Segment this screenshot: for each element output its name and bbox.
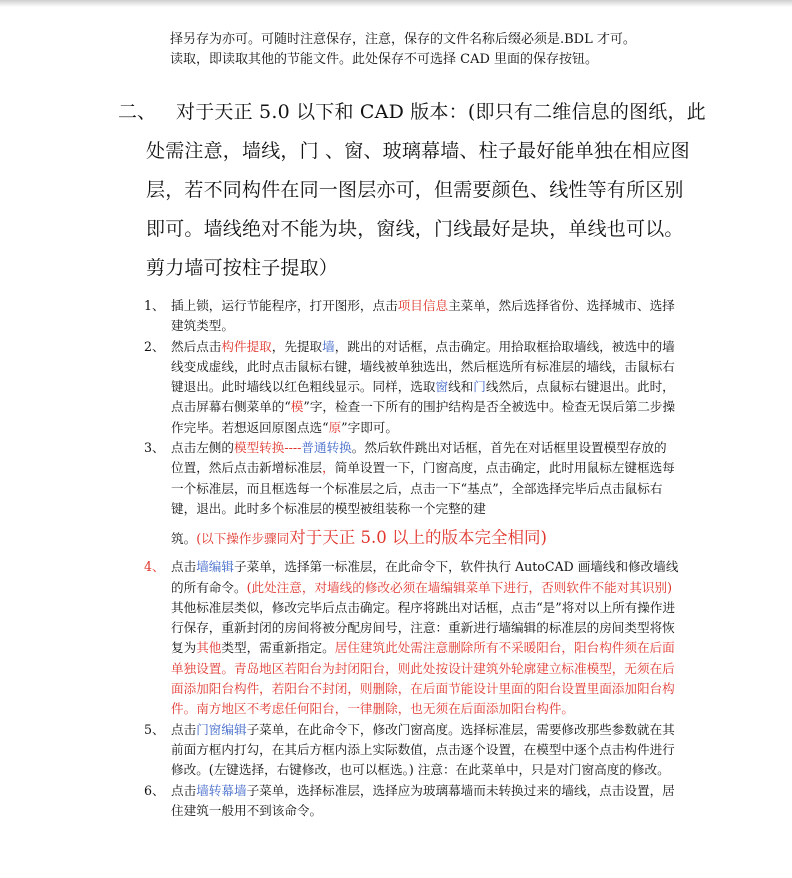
step-number: 4、	[144, 559, 165, 575]
step-number: 1、	[144, 298, 165, 313]
intro-paragraph	[170, 30, 680, 70]
menu-component-extract: 构件提取	[221, 338, 272, 354]
wall-edit-warning: (此处注意，对墙线的修改必须在墙编辑菜单下进行，否则软件不能对其识别)	[246, 579, 672, 595]
section-2-number: 二、	[118, 101, 157, 123]
step-3-continuation: 筑。(以下操作步骤同对于天正 5.0 以上的版本完全相同)	[171, 528, 547, 548]
intro-line-2: 读取，即读取其他的节能文件。此处保存不可选择 CAD 里面的保存按钮。	[170, 52, 599, 67]
keyword-other: 其他	[196, 640, 222, 656]
step-2: 2、 然后点击构件提取，先提取墙，跳出的对话框，点击确定。用拾取框拾取墙线，被选中的墙线变成虚线，此时点击鼠标右键，墙线被单独选出，然后框选所有标准层的墙线，击鼠标右键退出。此时墙线以红色粗线显示。同样，选取窗线和门线然后，点鼠标右键退出。此时，点击屏幕右侧菜单的“模”字，检查一下所有的围护结构是否全被选中。检查无误后第二步操作完毕。若想返回原图点选“原”字即可。	[144, 338, 676, 435]
keyword-door: 门	[473, 379, 486, 395]
same-steps-note-emphasis: 对于天正 5.0 以上的版本完全相同)	[289, 528, 547, 548]
section-2-line-3: 层，若不同构件在同一图层亦可，但需要颜色、线性等有所区别	[146, 179, 684, 201]
section-2-line-1: 对于天正 5.0 以下和 CAD 版本：(即只有二维信息的图纸，此	[176, 101, 706, 123]
step-5: 5、 点击门窗编辑子菜单，在此命令下，修改门窗高度。选择标准层，需要修改那些参数就在其前面方框内打勾，在其后方框内添上实际数值，点击逐个设置，在模型中逐个点击构件进行修改。(左键选择，右键修改，也可以框选。) 注意：在此菜单中，只是对门窗高度的修改。	[144, 721, 675, 778]
keyword-yuan: 原	[328, 419, 342, 435]
menu-wall-edit: 墙编辑	[196, 559, 234, 575]
step-3: 3、 点击左侧的模型转换----普通转换。然后软件跳出对话框，首先在对话框里设置模型存放的位置，然后点击新增标准层，简单设置一下，门窗高度，点击确定，此时用鼠标左键框选每一个标准层，而且框选每一个标准层之后，点击一下“基点”，全部选择完毕后点击鼠标右键，退出。此时多个标准层的模型被组装称一个完整的建	[144, 440, 675, 516]
step-number: 6、	[144, 782, 165, 798]
step-number: 2、	[144, 338, 165, 354]
step-6: 6、 点击墙转幕墙子菜单，选择标准层，选择应为玻璃幕墙而未转换过来的墙线，点击设置，居住建筑一般用不到该命令。	[144, 782, 675, 818]
keyword-window: 窗	[435, 379, 449, 395]
step-1: 1、 插上锁，运行节能程序，打开图形，点击项目信息主菜单，然后选择省份、选择城市、选择建筑类型。	[144, 298, 675, 334]
page-top-edge	[0, 0, 792, 7]
intro-line-1: 择另存为亦可。可随时注意保存，注意，保存的文件名称后缀必须是.BDL 才可。	[170, 32, 636, 47]
steps-list	[144, 296, 679, 821]
section-2-line-4: 即可。墙线绝对不能为块，窗线，门线最好是块，单线也可以。	[146, 218, 684, 240]
section-2-line-2: 处需注意，墙线，门 、窗、玻璃幕墙、柱子最好能单独在相应图	[146, 140, 690, 162]
menu-normal-convert: 普通转换	[301, 440, 352, 456]
menu-door-window-edit: 门窗编辑	[196, 721, 247, 737]
keyword-wall: 墙	[322, 338, 335, 354]
keyword-mo: 模	[290, 399, 304, 415]
menu-wall-to-curtain: 墙转幕墙	[196, 782, 247, 798]
step-number: 5、	[144, 721, 165, 737]
section-2-line-5: 剪力墙可按柱子提取）	[146, 257, 339, 279]
same-steps-note: (以下操作步骤同	[196, 531, 290, 547]
menu-model-convert: 模型转换----	[233, 440, 302, 456]
menu-project-info: 项目信息	[397, 298, 449, 313]
step-number: 3、	[144, 440, 165, 456]
step-4: 4、 点击墙编辑子菜单，选择第一标准层，在此命令下，软件执行 AutoCAD 画墙线和修改墙线的所有命令。(此处注意，对墙线的修改必须在墙编辑菜单下进行，否则软件不能对其识别)其他标准层类似，修改完毕后点击确定。程序将跳出对话框，点击“是”将对以上所有操作进行保存，重新封闭的房间将被分配房间号，注意：重新进行墙编辑的标准层的房间类型将恢复为其他类型，需重新指定。居住建筑此处需注意删除所有不采暖阳台，阳台构件须在后面单独设置。青岛地区若阳台为封闭阳台，则此处按设计建筑外轮廓建立标准模型，无须在后面添加阳台构件，若阳台不封闭，则删除，在后面节能设计里面的阳台设置里面添加阳台构件。南方地区不考虑任何阳台，一律删除，也无须在后面添加阳台构件。	[144, 559, 679, 717]
balcony-note: 居住建筑此处需注意删除所有不采暖阳台，阳台构件须在后面单独设置。青岛地区若阳台为封闭阳台，则此处按设计建筑外轮廓建立标准模型，无须在后面添加阳台构件，若阳台不封闭，则删除，在后面节能设计里面的阳台设置里面添加阳台构件。南方地区不考虑任何阳台，一律删除，也无须在后面添加阳台构件。	[171, 640, 675, 717]
